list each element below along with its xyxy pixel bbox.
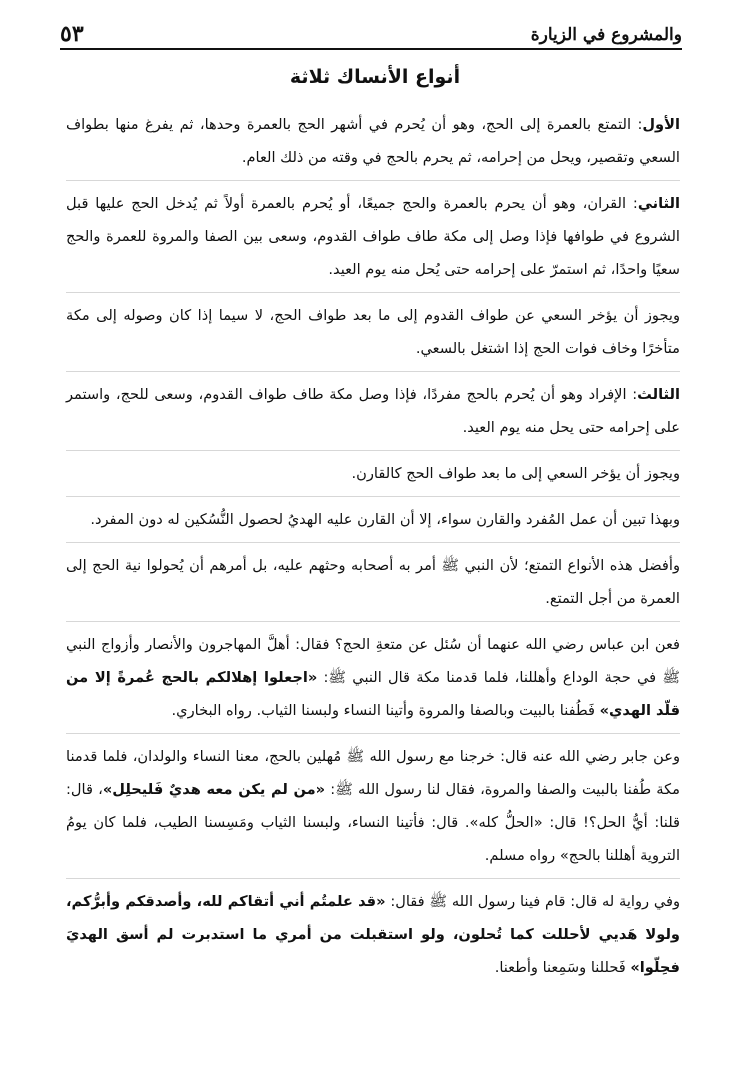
paragraph-text: ويجوز أن يؤخر السعي إلى ما بعد طواف الحج كالقارن. <box>351 465 680 482</box>
paragraph-text: : التمتع بالعمرة إلى الحج، وهو أن يُحرم في أشهر الحج بالعمرة وحدها، ثم يفرغ منها بطواف السعي وتقصير، ويحل من إحرامه، ثم يحرم بالحج في وقته من ذلك العام. <box>66 116 680 166</box>
paragraph-divider <box>66 496 680 497</box>
paragraph-lead: الثاني <box>637 195 680 212</box>
paragraph-text: وبهذا تبين أن عمل المُفرد والقارن سواء، إلا أن القارن عليه الهديُ لحصول النُّسُكين له دون المفرد. <box>90 511 680 528</box>
running-header <box>60 18 682 50</box>
paragraph-text-after: فَحللنا وسَمِعنا وأطعنا. <box>494 959 631 976</box>
paragraph-tamattu <box>66 108 680 180</box>
paragraph-divider <box>66 371 680 372</box>
paragraph-text: وأفضل هذه الأنواع التمتع؛ لأن النبي ﷺ أمر به أصحابه وحثهم عليه، بل أمرهم أن يُحولوا نية الحج إلى العمرة من أجل التمتع. <box>66 557 680 607</box>
paragraph-ibn-abbas-hadith <box>66 628 680 733</box>
paragraph-best-type <box>66 549 680 621</box>
paragraph-divider <box>66 450 680 451</box>
paragraph-divider <box>66 733 680 734</box>
running-title: والمشروع في الزيارة <box>530 25 682 45</box>
paragraph-text: ويجوز أن يؤخر السعي عن طواف القدوم إلى ما بعد طواف الحج، لا سيما إذا كان وصوله إلى مكة متأخرًا وخاف فوات الحج إذا اشتغل بالسعي. <box>66 307 680 357</box>
page-number: ٥٣ <box>60 21 84 47</box>
hadith-quote: «قد علمتُم أني أتقاكم لله، وأصدقكم وأبرُّكم، ولولا هَديي لأحللت كما تُحلون، ولو استقبلت من أمري ما استدبرت لم أسق الهديَ فحِلّوا» <box>66 893 680 976</box>
paragraph-text: وعن جابر رضي الله عنه قال: خرجنا مع رسول الله ﷺ مُهلين بالحج، معنا النساء والولدان، فلما قدمنا مكة طُفنا بالبيت والصفا والمروة، فقال لنا رسول الله ﷺ: <box>66 748 680 798</box>
paragraph-jabir-hadith <box>66 740 680 878</box>
paragraph-divider <box>66 292 680 293</box>
paragraph-ifrad-note <box>66 457 680 496</box>
paragraph-qiran-note <box>66 299 680 371</box>
paragraph-muslim-narration <box>66 885 680 990</box>
body-text <box>66 108 680 990</box>
paragraph-qiran <box>66 187 680 292</box>
section-title: أنواع الأنساك ثلاثة <box>289 66 461 88</box>
paragraph-text: : القران، وهو أن يحرم بالعمرة والحج جميعًا، أو يُحرم بالعمرة أولاً ثم يُدخل الحج عليها قبل الشروع في طوافها فإذا وصل إلى مكة طاف طواف القدوم، وسعى بين الصفا والمروة للعمرة والحج سعيًا واحدًا، ثم استمرّ على إحرامه حتى يُحل منه يوم العيد. <box>66 195 680 278</box>
paragraph-text: وفي رواية له قال: قام فينا رسول الله ﷺ فقال: <box>385 893 681 910</box>
paragraph-text-after: فَطُفنا بالبيت وبالصفا والمروة وأتينا النساء ولبسنا الثياب. رواه البخاري. <box>171 702 600 719</box>
paragraph-lead: الثالث <box>637 386 680 403</box>
hadith-quote: «اجعلوا إهلالكم بالحج عُمرةً إلا من قلّد الهدي» <box>66 669 680 719</box>
paragraph-ifrad <box>66 378 680 450</box>
paragraph-text: فعن ابن عباس رضي الله عنهما أن سُئل عن متعةِ الحج؟ فقال: أهلَّ المهاجرون والأنصار وأزواج النبي ﷺ في حجة الوداع وأهللنا، فلما قدمنا مكة قال النبي ﷺ: <box>66 636 680 686</box>
paragraph-text: : الإفراد وهو أن يُحرم بالحج مفردًا، فإذا وصل مكة طاف طواف القدوم، وسعى للحج، واستمر على إحرامه حتى يحل منه يوم العيد. <box>66 386 680 436</box>
paragraph-lead: الأول <box>642 116 680 133</box>
paragraph-comparison <box>66 503 680 542</box>
hadith-quote: «من لم يكن معه هديٌ فَليحلِل» <box>102 781 326 798</box>
paragraph-text-after: ، قال: قلنا: أيُّ الحل؟! قال: «الحلُّ كله». قال: فأتينا النساء، ولبسنا الثياب ومَسِسنا الطيب، فلما كان يومُ التروية أهللنا بالحج» رواه مسلم. <box>66 781 680 864</box>
paragraph-divider <box>66 878 680 879</box>
paragraph-divider <box>66 542 680 543</box>
paragraph-divider <box>66 621 680 622</box>
paragraph-divider <box>66 180 680 181</box>
